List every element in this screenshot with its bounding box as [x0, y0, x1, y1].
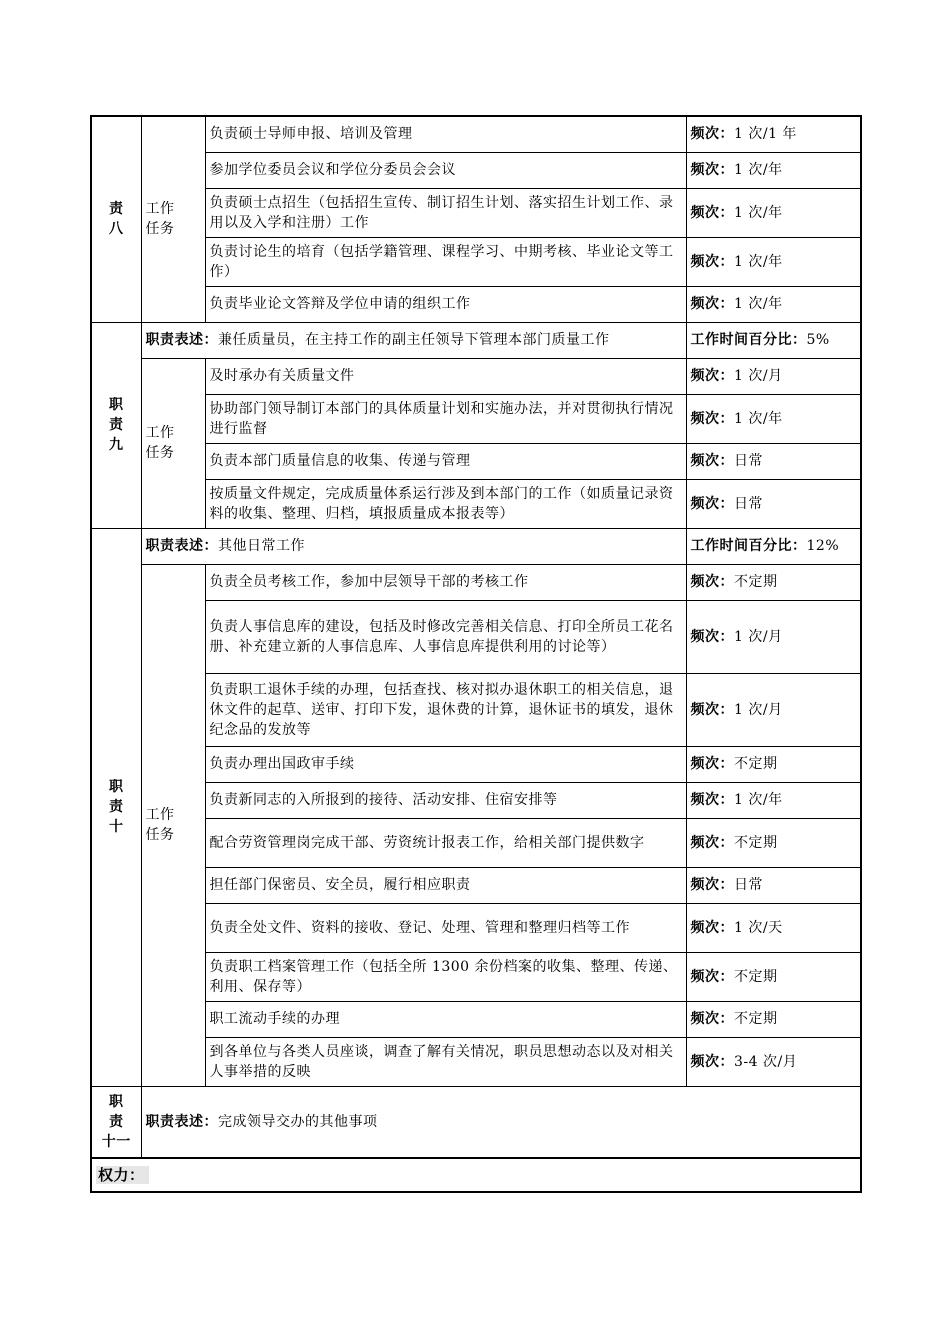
- frequency-cell: 频次：不定期: [686, 952, 861, 1001]
- task-text: 负责讨论生的培育（包括学籍管理、课程学习、中期考核、毕业论文等工作）: [205, 237, 686, 286]
- table-row: [91, 152, 861, 188]
- task-text: 职工流动手续的办理: [205, 1001, 686, 1037]
- table-row: [91, 952, 861, 1001]
- task-text: 负责硕士导师申报、培训及管理: [205, 116, 686, 152]
- frequency-cell: 频次：日常: [686, 867, 861, 903]
- table-row: [91, 286, 861, 322]
- frequency-cell: 频次：1 次/年: [686, 188, 861, 237]
- table-row: [91, 394, 861, 443]
- frequency-cell: 频次：1 次/年: [686, 782, 861, 818]
- task-text: 负责毕业论文答辩及学位申请的组织工作: [205, 286, 686, 322]
- table-row: [91, 528, 861, 564]
- table-row: [91, 322, 861, 358]
- frequency-cell: 频次：1 次/天: [686, 903, 861, 952]
- frequency-cell: 频次：不定期: [686, 1001, 861, 1037]
- task-text: 负责全员考核工作，参加中层领导干部的考核工作: [205, 564, 686, 600]
- table-row: [91, 358, 861, 394]
- frequency-cell: 频次：3-4 次/月: [686, 1037, 861, 1086]
- power-label: 权力：: [96, 1166, 149, 1184]
- task-text: 负责人事信息库的建设，包括及时修改完善相关信息、打印全所员工花名册、补充建立新的人事信息库、人事信息库提供利用的讨论等）: [205, 600, 686, 673]
- frequency-cell: 频次：1 次/月: [686, 600, 861, 673]
- power-row: [91, 1158, 861, 1192]
- duty-8-name: 责 八: [91, 116, 141, 322]
- table-row: [91, 1158, 861, 1192]
- table-row: [91, 673, 861, 746]
- frequency-cell: 频次：1 次/月: [686, 673, 861, 746]
- table-row: [91, 600, 861, 673]
- frequency-cell: 频次：不定期: [686, 746, 861, 782]
- table-row: [91, 1001, 861, 1037]
- table-row: [91, 116, 861, 152]
- frequency-cell: 频次：日常: [686, 479, 861, 528]
- task-text: 配合劳资管理岗完成干部、劳资统计报表工作，给相关部门提供数字: [205, 818, 686, 867]
- table-row: [91, 237, 861, 286]
- table-row: [91, 746, 861, 782]
- task-text: 参加学位委员会议和学位分委员会会议: [205, 152, 686, 188]
- duty-description: 职责表述：兼任质量员，在主持工作的副主任领导下管理本部门质量工作: [141, 322, 686, 358]
- table-row: [91, 818, 861, 867]
- frequency-cell: 频次：1 次/年: [686, 237, 861, 286]
- frequency-cell: 频次：1 次/年: [686, 394, 861, 443]
- task-text: 按质量文件规定，完成质量体系运行涉及到本部门的工作（如质量记录资料的收集、整理、归档，填报质量成本报表等）: [205, 479, 686, 528]
- table-row: [91, 479, 861, 528]
- table-row: [91, 443, 861, 479]
- task-text: 负责硕士点招生（包括招生宣传、制订招生计划、落实招生计划工作、录用以及入学和注册）工作: [205, 188, 686, 237]
- table-row: [91, 903, 861, 952]
- frequency-cell: 频次：1 次/年: [686, 286, 861, 322]
- frequency-cell: 频次：1 次/1 年: [686, 116, 861, 152]
- duty-description: 职责表述：完成领导交办的其他事项: [141, 1086, 861, 1158]
- task-text: 负责本部门质量信息的收集、传递与管理: [205, 443, 686, 479]
- work-task-label: 工作 任务: [141, 564, 205, 1086]
- duty-table: [90, 115, 862, 1193]
- table-row: [91, 1086, 861, 1158]
- task-text: 到各单位与各类人员座谈，调查了解有关情况，职员思想动态以及对相关人事举措的反映: [205, 1037, 686, 1086]
- task-text: 负责职工退休手续的办理，包括查找、核对拟办退休职工的相关信息，退休文件的起草、送审、打印下发，退休费的计算，退休证书的填发，退休纪念品的发放等: [205, 673, 686, 746]
- frequency-cell: 频次：1 次/月: [686, 358, 861, 394]
- table-row: [91, 867, 861, 903]
- task-text: 担任部门保密员、安全员，履行相应职责: [205, 867, 686, 903]
- task-text: 及时承办有关质量文件: [205, 358, 686, 394]
- time-percentage-cell: 工作时间百分比：12%: [686, 528, 861, 564]
- table-row: [91, 564, 861, 600]
- frequency-cell: 频次：不定期: [686, 564, 861, 600]
- work-task-label: 工作 任务: [141, 358, 205, 528]
- duty-11-name: 职 责 十一: [91, 1086, 141, 1158]
- task-text: 负责新同志的入所报到的接待、活动安排、住宿安排等: [205, 782, 686, 818]
- table-row: [91, 782, 861, 818]
- task-text: 负责办理出国政审手续: [205, 746, 686, 782]
- duty-description: 职责表述：其他日常工作: [141, 528, 686, 564]
- table-row: [91, 1037, 861, 1086]
- task-text: 协助部门领导制订本部门的具体质量计划和实施办法，并对贯彻执行情况进行监督: [205, 394, 686, 443]
- frequency-cell: 频次：1 次/年: [686, 152, 861, 188]
- time-percentage-cell: 工作时间百分比：5%: [686, 322, 861, 358]
- duty-9-name: 职 责 九: [91, 322, 141, 528]
- work-task-label: 工作 任务: [141, 116, 205, 322]
- frequency-cell: 频次：不定期: [686, 818, 861, 867]
- task-text: 负责全处文件、资料的接收、登记、处理、管理和整理归档等工作: [205, 903, 686, 952]
- duty-10-name: 职 责 十: [91, 528, 141, 1086]
- frequency-cell: 频次：日常: [686, 443, 861, 479]
- task-text: 负责职工档案管理工作（包括全所 1300 余份档案的收集、整理、传递、利用、保存等）: [205, 952, 686, 1001]
- table-row: [91, 188, 861, 237]
